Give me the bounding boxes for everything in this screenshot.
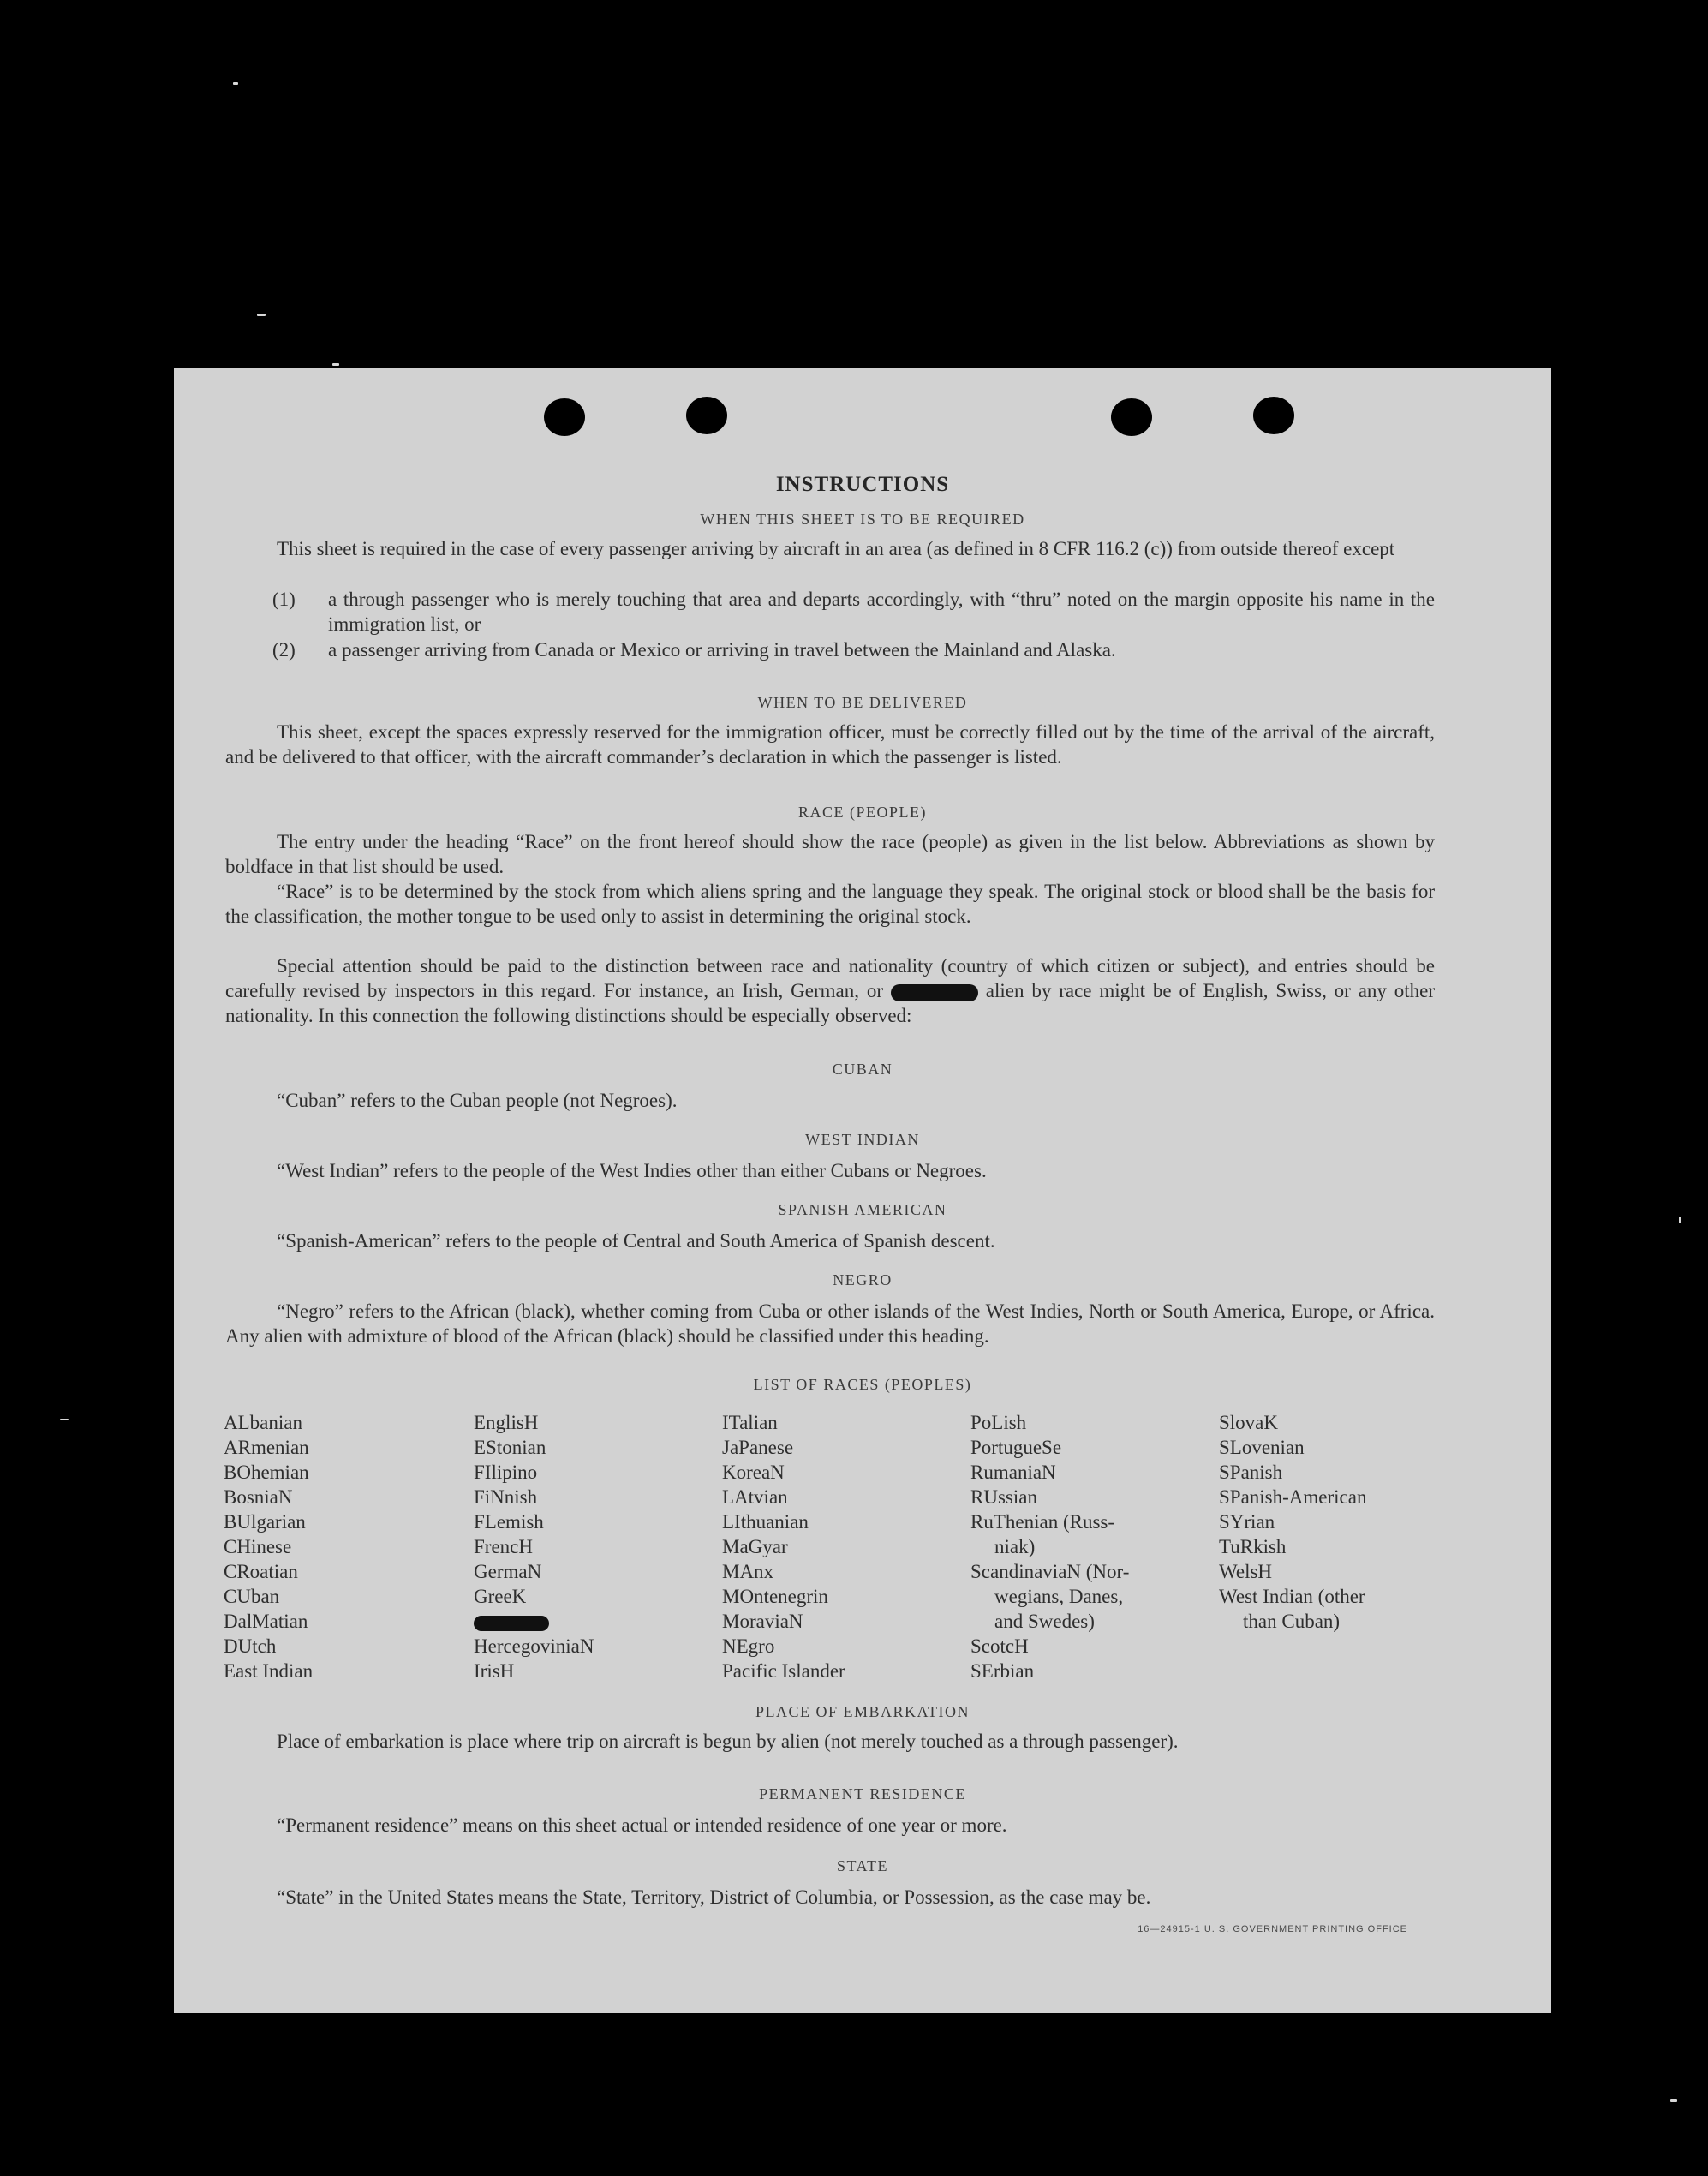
- race-entry-continued: and Swedes): [994, 1611, 1095, 1632]
- race-entry: SlovaK: [1219, 1412, 1278, 1433]
- race-column: [474, 1410, 705, 1683]
- race-entry: GreeK: [474, 1586, 527, 1607]
- exception-text: a through passenger who is merely touching that area and departs accordingly, with “thru” noted on the margin opposite his name in the immigration list, or: [328, 589, 1435, 635]
- exception-number: (1): [272, 589, 296, 610]
- state-text: “State” in the United States means the State, Territory, District of Columbia, or Possession, as the case may be.: [277, 1886, 1151, 1908]
- redaction-mark: [474, 1616, 549, 1631]
- race-entry: MAnx: [722, 1561, 774, 1582]
- section-heading-list-of-races: LIST OF RACES (PEOPLES): [753, 1376, 972, 1393]
- scan-dust: [1679, 1217, 1681, 1223]
- punch-hole: [686, 397, 727, 434]
- race-entry: SErbian: [970, 1660, 1035, 1682]
- negro-text: “Negro” refers to the African (black), whether coming from Cuba or other islands of the West Indies, North or South America, Europe, or Africa. Any alien with admixture of blood of the African (black) should be classified under this heading.: [225, 1300, 1435, 1347]
- race-entry: CRoatian: [224, 1561, 298, 1582]
- race-entry-redacted: [474, 1609, 705, 1634]
- residence-text: “Permanent residence” means on this sheet actual or intended residence of one year or more.: [277, 1814, 1007, 1836]
- required-intro: This sheet is required in the case of every passenger arriving by aircraft in an area (as defined in 8 CFR 116.2 (c)) from outside thereof except: [277, 538, 1395, 559]
- race-entry: Pacific Islander: [722, 1660, 845, 1682]
- race-entry: BUlgarian: [224, 1511, 306, 1533]
- section-heading-race: RACE (PEOPLE): [798, 804, 927, 821]
- race-entry: CUban: [224, 1586, 280, 1607]
- race-paragraph-3: [225, 953, 1435, 1028]
- race-paragraph-2: “Race” is to be determined by the stock from which aliens spring and the language they speak. The original stock or blood shall be the basis for the classification, the mother tongue to be used only to assist in determining the original stock.: [225, 881, 1435, 927]
- scan-dust: [233, 82, 238, 85]
- race-paragraph-3-end: alien by race might be of English, Swiss, or any other nationality. In this connection the following distinctions should be especially observed:: [225, 980, 1436, 1026]
- race-entry: East Indian: [224, 1660, 314, 1682]
- printing-office-code: 16—24915-1 U. S. GOVERNMENT PRINTING OFFICE: [1138, 1924, 1407, 1934]
- instruction-sheet: [174, 368, 1551, 2013]
- section-heading-west-indian: WEST INDIAN: [805, 1131, 920, 1148]
- race-paragraph-3-start: Special attention should be paid to the distinction between race and nationality (country of which citizen or subject), and entries should be carefully revised by inspectors in this regard. For instance, an Irish, German, or: [225, 955, 1435, 1001]
- cuban-text: “Cuban” refers to the Cuban people (not Negroes).: [277, 1090, 678, 1111]
- race-entry: RumaniaN: [970, 1462, 1056, 1483]
- race-entry: FIlipino: [474, 1462, 538, 1483]
- section-heading-residence: PERMANENT RESIDENCE: [759, 1785, 966, 1802]
- page-title: INSTRUCTIONS: [775, 473, 950, 496]
- section-heading-cuban: CUBAN: [832, 1061, 893, 1078]
- race-entry: EStonian: [474, 1437, 546, 1458]
- race-entry: SPanish: [1219, 1462, 1283, 1483]
- race-entry: PortugueSe: [970, 1437, 1062, 1458]
- section-heading-negro: NEGRO: [833, 1271, 893, 1288]
- scan-dust: [60, 1419, 69, 1420]
- race-entry: ScandinaviaN (Nor-: [970, 1561, 1130, 1582]
- scan-dust: [257, 314, 266, 316]
- race-entry: WelsH: [1219, 1561, 1273, 1582]
- race-entry: ITalian: [722, 1412, 778, 1433]
- race-column: [722, 1410, 953, 1683]
- race-column: [970, 1410, 1202, 1683]
- race-entry: RUssian: [970, 1486, 1037, 1508]
- race-entry: BOhemian: [224, 1462, 309, 1483]
- race-entry: ScotcH: [970, 1635, 1029, 1657]
- section-heading-delivered: WHEN TO BE DELIVERED: [757, 694, 968, 711]
- punch-hole: [1253, 397, 1294, 434]
- race-entry: SLovenian: [1219, 1437, 1305, 1458]
- scan-dust: [1670, 2099, 1677, 2102]
- race-entry: DUtch: [224, 1635, 277, 1657]
- race-entry: MOntenegrin: [722, 1586, 828, 1607]
- race-column: [1219, 1410, 1450, 1634]
- exception-text: a passenger arriving from Canada or Mexico or arriving in travel between the Mainland and Alaska.: [328, 639, 1116, 661]
- race-entry: ALbanian: [224, 1412, 302, 1433]
- race-entry: KoreaN: [722, 1462, 785, 1483]
- race-entry: EnglisH: [474, 1412, 539, 1433]
- punch-hole: [544, 398, 585, 436]
- delivered-text: This sheet, except the spaces expressly reserved for the immigration officer, must be correctly filled out by the time of the arrival of the aircraft, and be delivered to that officer, with the aircraft commander’s declaration in which the passenger is listed.: [225, 721, 1435, 768]
- race-entry: NEgro: [722, 1635, 775, 1657]
- race-entry: JaPanese: [722, 1437, 794, 1458]
- race-entry: DalMatian: [224, 1611, 308, 1632]
- scan-dust: [332, 363, 339, 366]
- exception-item: [272, 587, 1435, 637]
- race-paragraph-1: The entry under the heading “Race” on the front hereof should show the race (people) as given in the list below. Abbreviations as shown by boldface in that list should be used.: [225, 831, 1435, 877]
- race-entry: CHinese: [224, 1536, 292, 1557]
- section-heading-spanish-american: SPANISH AMERICAN: [778, 1201, 947, 1218]
- race-entry: HercegoviniaN: [474, 1635, 594, 1657]
- exception-item: [272, 637, 1435, 662]
- exception-number: (2): [272, 639, 296, 661]
- race-entry: TuRkish: [1219, 1536, 1287, 1557]
- race-entry: FLemish: [474, 1511, 544, 1533]
- race-entry: IrisH: [474, 1660, 515, 1682]
- race-entry-continued: wegians, Danes,: [994, 1586, 1124, 1607]
- race-column: [224, 1410, 455, 1683]
- race-entry: GermaN: [474, 1561, 542, 1582]
- race-entry: West Indian (other: [1219, 1586, 1365, 1607]
- spanish-american-text: “Spanish-American” refers to the people of Central and South America of Spanish descent.: [277, 1230, 995, 1252]
- section-heading-embarkation: PLACE OF EMBARKATION: [755, 1703, 970, 1720]
- race-entry: FrencH: [474, 1536, 533, 1557]
- race-entry: SPanish-American: [1219, 1486, 1367, 1508]
- section-heading-state: STATE: [836, 1857, 889, 1874]
- embarkation-text: Place of embarkation is place where trip on aircraft is begun by alien (not merely touched as a through passenger).: [277, 1731, 1179, 1752]
- race-entry-continued: niak): [994, 1536, 1036, 1557]
- race-entry: FiNnish: [474, 1486, 538, 1508]
- race-entry: SYrian: [1219, 1511, 1275, 1533]
- race-entry: BosniaN: [224, 1486, 293, 1508]
- race-entry: MaGyar: [722, 1536, 788, 1557]
- redaction-mark: [891, 984, 978, 1001]
- punch-hole: [1111, 398, 1152, 436]
- race-entry: MoraviaN: [722, 1611, 803, 1632]
- section-heading-required: WHEN THIS SHEET IS TO BE REQUIRED: [700, 511, 1025, 528]
- race-entry: LIthuanian: [722, 1511, 809, 1533]
- race-entry: RuThenian (Russ-: [970, 1511, 1115, 1533]
- race-entry: LAtvian: [722, 1486, 788, 1508]
- race-entry: PoLish: [970, 1412, 1027, 1433]
- race-entry: ARmenian: [224, 1437, 309, 1458]
- race-entry-continued: than Cuban): [1243, 1611, 1341, 1632]
- west-indian-text: “West Indian” refers to the people of the West Indies other than either Cubans or Negroes.: [277, 1160, 987, 1181]
